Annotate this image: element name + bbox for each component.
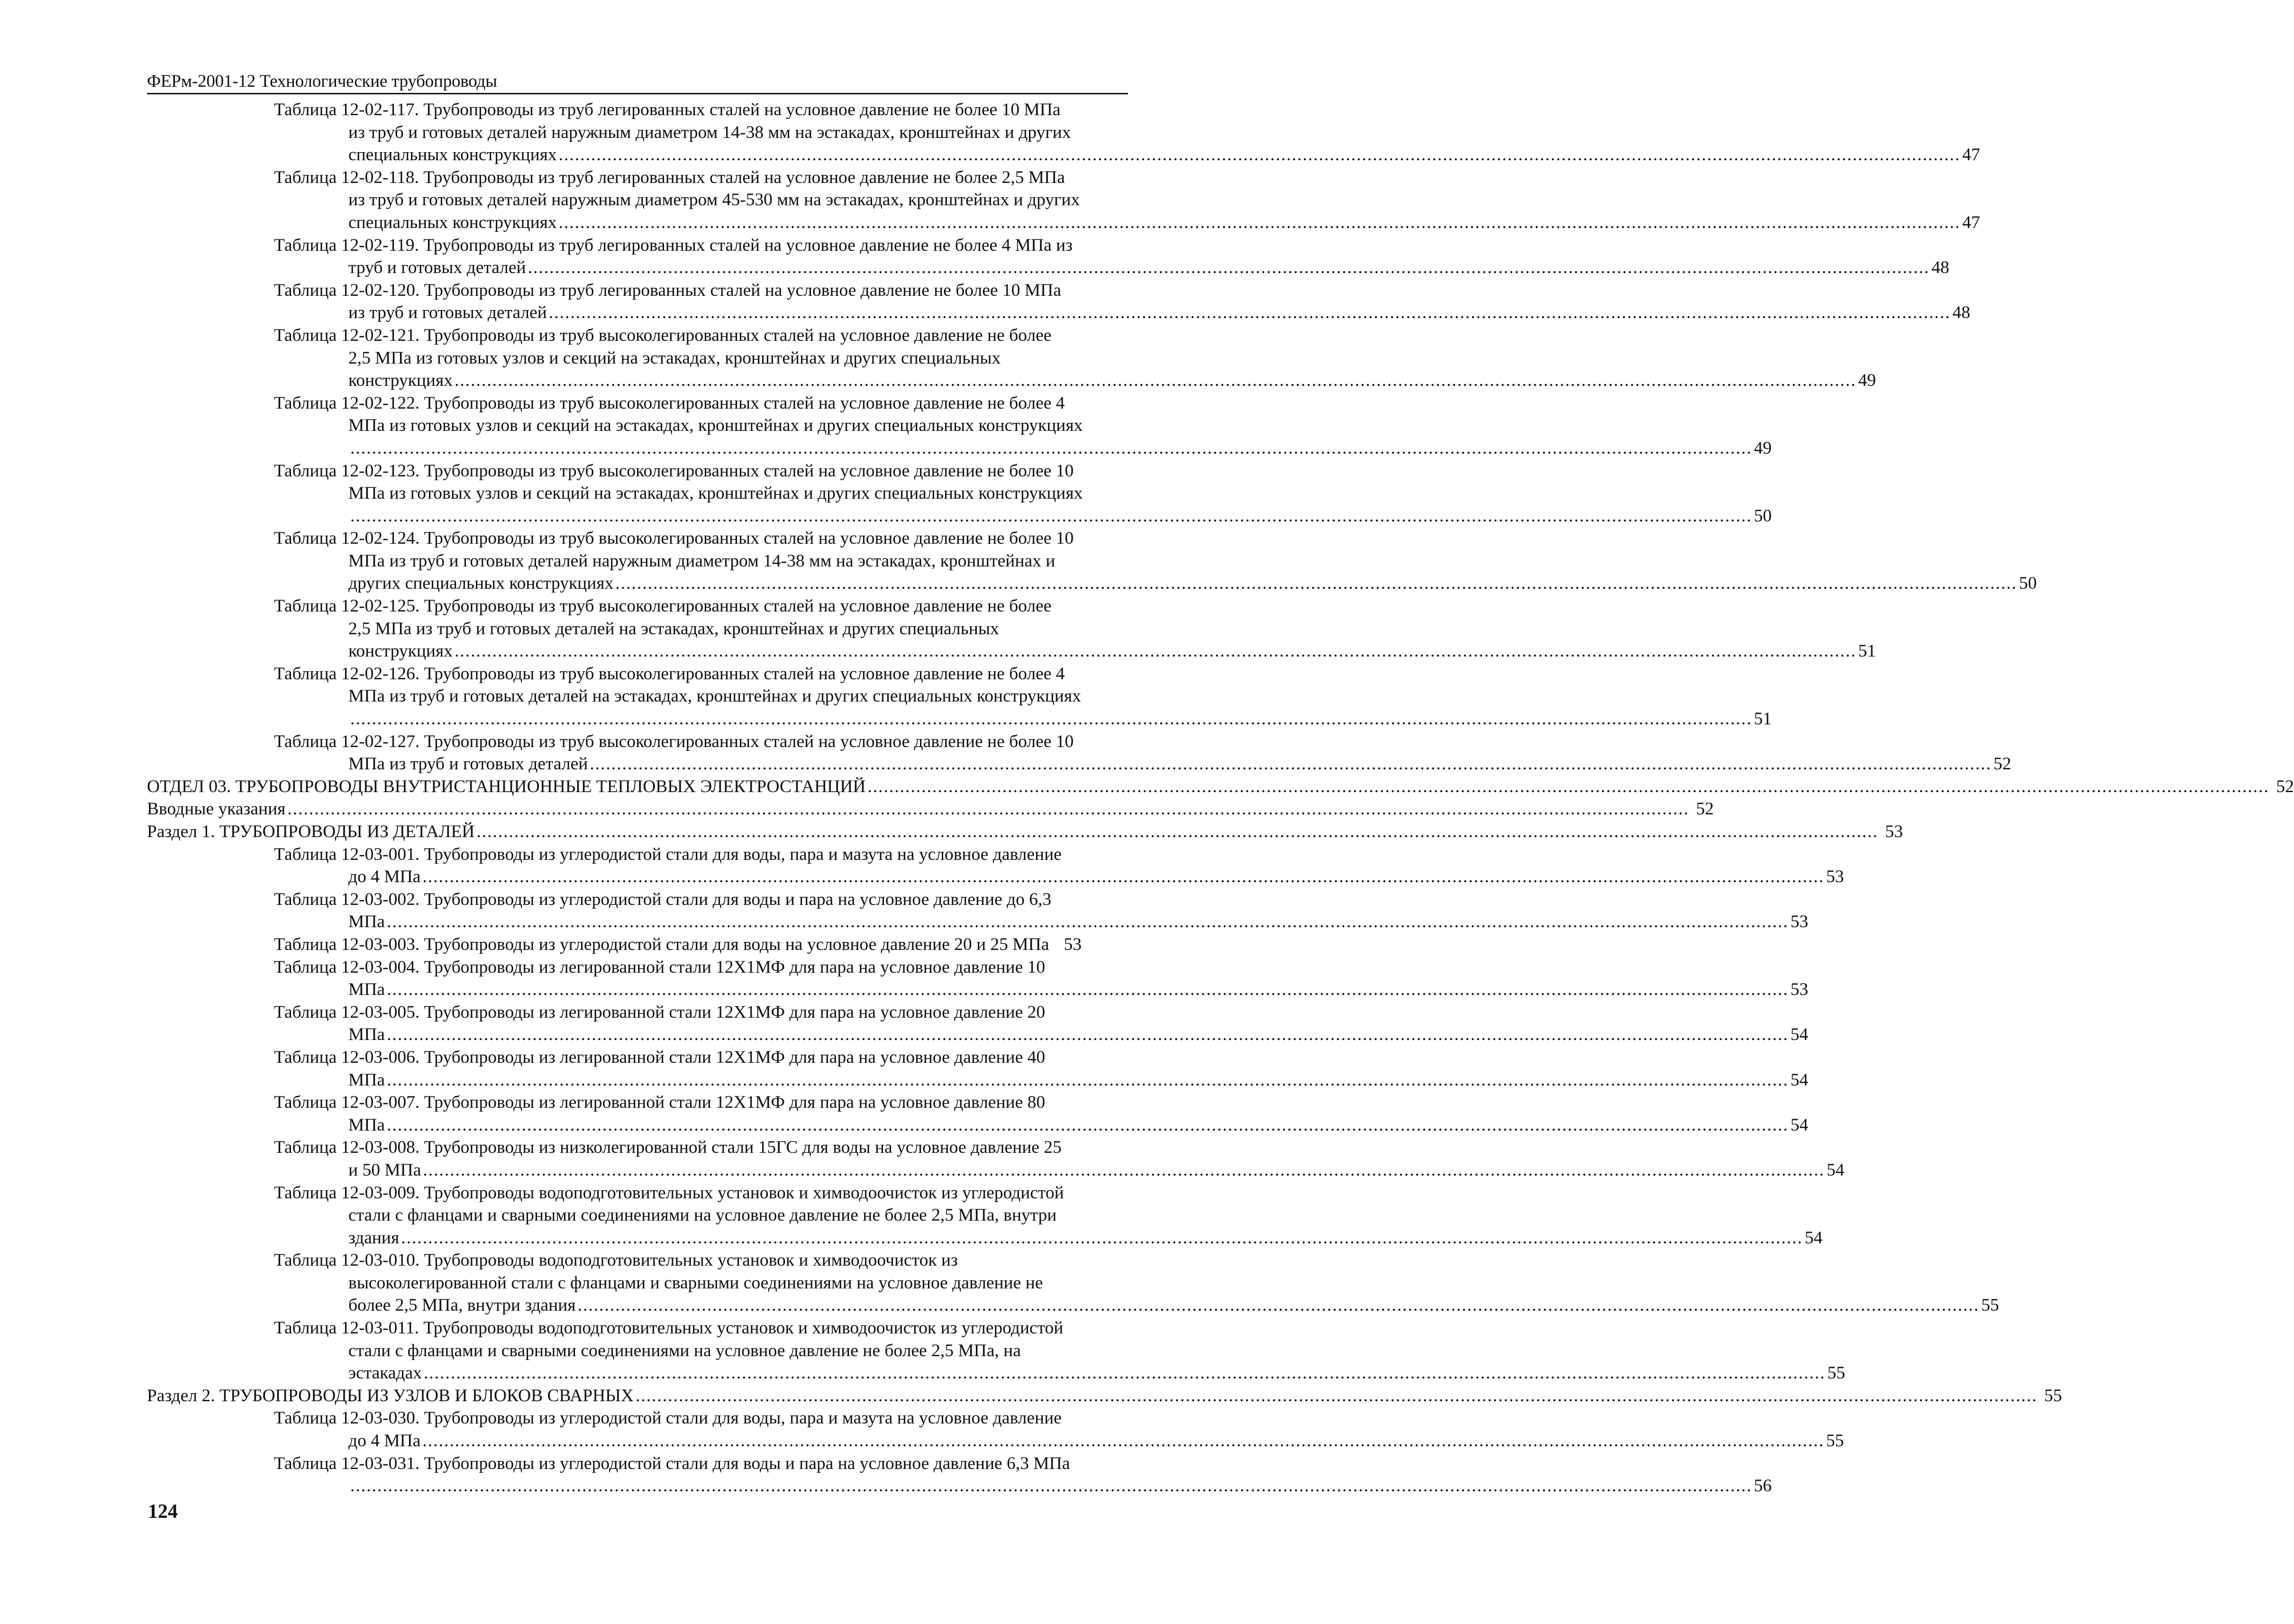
dot-leader xyxy=(590,754,1992,774)
toc-page-number: 54 xyxy=(1790,1115,1809,1135)
toc-table-entry[interactable] xyxy=(147,1001,1809,1046)
dot-leader xyxy=(424,1363,1826,1383)
toc-entry-text: до 4 МПа xyxy=(348,1431,421,1451)
toc-entry-text: из труб и готовых деталей наружным диаметром 14-38 мм на эстакадах, кронштейнах и других xyxy=(348,122,1071,142)
toc-entry-text: Таблица 12-03-008. Трубопроводы из низколегированной стали 15ГС для воды на условное давление 25 xyxy=(274,1138,1062,1158)
dot-leader xyxy=(455,371,1857,390)
dot-leader xyxy=(422,1431,1824,1451)
toc-page-number: 55 xyxy=(2044,1386,2062,1405)
toc-page-number: 52 xyxy=(1696,799,1714,819)
dot-leader xyxy=(615,574,2017,593)
toc-entry-text: МПа из труб и готовых деталей xyxy=(348,754,588,774)
toc-page-number: 47 xyxy=(1962,145,1980,165)
toc-entry-text: ОТДЕЛ 03. ТРУБОПРОВОДЫ ВНУТРИСТАНЦИОННЫЕ ТЕПЛОВЫХ ЭЛЕКТРОСТАНЦИЙ xyxy=(147,776,866,796)
dot-leader xyxy=(455,641,1857,661)
toc-table-entry[interactable] xyxy=(147,730,2012,776)
dot-leader xyxy=(387,1025,1789,1044)
toc-section-entry[interactable] xyxy=(147,798,1714,821)
toc-entry-text: Таблица 12-02-118. Трубопроводы из труб легированных сталей на условное давление не более 2,5 МПа xyxy=(274,167,1065,187)
dot-leader xyxy=(578,1296,1980,1315)
toc-entry-text: Вводные указания xyxy=(147,799,286,819)
toc-entry-text: Таблица 12-02-125. Трубопроводы из труб высоколегированных сталей на условное давление не более xyxy=(274,596,1052,616)
toc-table-entry[interactable] xyxy=(147,1249,1999,1317)
toc-entry-text: 2,5 МПа из готовых узлов и секций на эстакадах, кронштейнах и других специальных xyxy=(348,348,1001,368)
dot-leader xyxy=(387,912,1789,931)
toc-entry-text: Таблица 12-03-030. Трубопроводы из углеродистой стали для воды, пара и мазута на условное давление xyxy=(274,1408,1062,1428)
toc-entry-text: Таблица 12-03-004. Трубопроводы из легированной стали 12Х1МФ для пара на условное давление 10 xyxy=(274,957,1046,977)
table-of-contents xyxy=(147,99,2294,1497)
toc-page-number: 55 xyxy=(1826,1431,1844,1451)
toc-table-entry[interactable] xyxy=(147,279,1970,324)
dot-leader xyxy=(350,438,1752,458)
dot-leader xyxy=(387,1115,1789,1135)
toc-page-number: 56 xyxy=(1754,1476,1772,1496)
toc-entry-text: Таблица 12-02-126. Трубопроводы из труб высоколегированных сталей на условное давление не более 4 xyxy=(274,664,1065,684)
toc-table-entry[interactable] xyxy=(147,527,2037,595)
toc-entry-text: Таблица 12-03-006. Трубопроводы из легированной стали 12Х1МФ для пара на условное давление 40 xyxy=(274,1047,1046,1067)
toc-entry-text: специальных конструкциях xyxy=(348,212,557,232)
toc-table-entry[interactable] xyxy=(147,1452,1772,1497)
toc-table-entry[interactable] xyxy=(147,234,1949,279)
toc-table-entry[interactable] xyxy=(147,460,1772,528)
toc-section-entry[interactable] xyxy=(147,821,1903,843)
toc-entry-text: Таблица 12-03-003. Трубопроводы из углеродистой стали для воды на условное давление 20 и 25 МПа xyxy=(274,934,1049,954)
toc-entry-text: Таблица 12-03-002. Трубопроводы из углеродистой стали для воды и пара на условное давление до 6,3 xyxy=(274,889,1052,909)
toc-page-number: 52 xyxy=(1993,754,2012,774)
toc-page-number: 54 xyxy=(1790,1025,1809,1045)
toc-page-number: 55 xyxy=(1827,1363,1845,1383)
toc-entry-text: Таблица 12-02-117. Трубопроводы из труб легированных сталей на условное давление не более 10 МПа xyxy=(274,100,1061,119)
page-number: 124 xyxy=(148,1501,178,1523)
toc-page-number: 49 xyxy=(1754,438,1772,458)
toc-table-entry[interactable] xyxy=(147,843,1844,888)
toc-entry-text: конструкциях xyxy=(348,371,453,391)
running-header xyxy=(147,71,1128,94)
toc-entry-text: Таблица 12-02-127. Трубопроводы из труб высоколегированных сталей на условное давление не более 10 xyxy=(274,731,1074,751)
toc-entry-text: и 50 МПа xyxy=(348,1160,421,1180)
toc-entry-text: конструкциях xyxy=(348,641,453,661)
document-title: ФЕРм-2001-12 Технологические трубопроводы xyxy=(147,72,497,91)
dot-leader xyxy=(350,1476,1752,1496)
toc-entry-text: Таблица 12-03-007. Трубопроводы из легированной стали 12Х1МФ для пара на условное давление 80 xyxy=(274,1093,1046,1113)
toc-entry-text: Таблица 12-03-005. Трубопроводы из легированной стали 12Х1МФ для пара на условное давление 20 xyxy=(274,1002,1046,1022)
toc-entry-text: здания xyxy=(348,1228,400,1248)
toc-entry-text: более 2,5 МПа, внутри здания xyxy=(348,1296,576,1315)
toc-page-number: 53 xyxy=(1826,867,1844,887)
toc-entry-text: Таблица 12-02-123. Трубопроводы из труб высоколегированных сталей на условное давление не более 10 xyxy=(274,461,1074,481)
toc-entry-text: Таблица 12-02-121. Трубопроводы из труб высоколегированных сталей на условное давление не более xyxy=(274,325,1052,345)
toc-entry-text: стали с фланцами и сварными соединениями на условное давление не более 2,5 МПа, внутри xyxy=(348,1205,1057,1225)
toc-entry-text: 2,5 МПа из труб и готовых деталей на эстакадах, кронштейнах и других специальных xyxy=(348,619,999,639)
toc-page-number: 51 xyxy=(1754,709,1772,729)
toc-table-entry[interactable] xyxy=(147,392,1772,460)
toc-page-number: 53 xyxy=(1790,980,1809,1000)
toc-entry-text: до 4 МПа xyxy=(348,867,421,887)
toc-table-entry[interactable] xyxy=(147,595,1876,663)
toc-entry-text: Таблица 12-03-011. Трубопроводы водоподготовительных установок и химводоочисток из углеродистой xyxy=(274,1318,1064,1338)
toc-entry-text: высоколегированной стали с фланцами и сварными соединениями на условное давление не xyxy=(348,1273,1043,1293)
toc-entry-text: МПа xyxy=(348,912,385,932)
toc-page-number: 55 xyxy=(1981,1296,1999,1315)
toc-page-number: 50 xyxy=(1754,506,1772,526)
toc-entry-text: эстакадах xyxy=(348,1363,422,1383)
toc-page-number: 51 xyxy=(1858,641,1876,661)
dot-leader xyxy=(559,145,1961,164)
toc-table-entry[interactable] xyxy=(147,933,1082,956)
toc-table-entry[interactable] xyxy=(147,1407,1844,1452)
toc-entry-text: МПа xyxy=(348,1070,385,1090)
toc-entry-text: Таблица 12-02-119. Трубопроводы из труб легированных сталей на условное давление не более 4 МПа из xyxy=(274,235,1073,255)
toc-table-entry[interactable] xyxy=(147,99,1980,166)
dot-leader xyxy=(350,506,1752,526)
toc-table-entry[interactable] xyxy=(147,1317,1845,1385)
toc-table-entry[interactable] xyxy=(147,1182,1823,1250)
dot-leader xyxy=(636,1385,2038,1407)
dot-leader xyxy=(387,1070,1789,1090)
toc-entry-text: МПа из готовых узлов и секций на эстакадах, кронштейнах и других специальных конструкциях xyxy=(348,484,1083,503)
toc-page-number: 53 xyxy=(1064,934,1082,954)
dot-leader xyxy=(867,776,2269,798)
toc-page-number: 53 xyxy=(1885,822,1903,841)
toc-entry-text: из труб и готовых деталей xyxy=(348,303,547,323)
toc-page-number: 54 xyxy=(1790,1070,1809,1090)
dot-leader xyxy=(423,1160,1825,1180)
toc-entry-text: МПа xyxy=(348,1115,385,1135)
toc-page-number: 52 xyxy=(2276,776,2294,796)
toc-entry-text: Раздел 2. ТРУБОПРОВОДЫ ИЗ УЗЛОВ И БЛОКОВ СВАРНЫХ xyxy=(147,1386,634,1405)
toc-entry-text: Таблица 12-03-010. Трубопроводы водоподготовительных установок и химводоочисток из xyxy=(274,1250,958,1270)
toc-entry-text: из труб и готовых деталей наружным диаметром 45-530 мм на эстакадах, кронштейнах и других xyxy=(348,190,1080,210)
dot-leader xyxy=(549,303,1951,322)
toc-table-entry[interactable] xyxy=(147,956,1809,1001)
toc-table-entry[interactable] xyxy=(147,1091,1809,1136)
toc-entry-text: МПа из труб и готовых деталей на эстакадах, кронштейнах и других специальных конструкциях xyxy=(348,686,1081,706)
toc-page-number: 48 xyxy=(1931,258,1949,278)
dot-leader xyxy=(350,709,1752,729)
toc-entry-text: Таблица 12-02-122. Трубопроводы из труб высоколегированных сталей на условное давление не более 4 xyxy=(274,393,1065,413)
toc-entry-text: Раздел 1. ТРУБОПРОВОДЫ ИЗ ДЕТАЛЕЙ xyxy=(147,822,475,841)
toc-page-number: 49 xyxy=(1858,371,1876,391)
toc-entry-text: Таблица 12-03-009. Трубопроводы водоподготовительных установок и химводоочисток из углеродистой xyxy=(274,1183,1064,1203)
dot-leader xyxy=(476,821,1878,843)
toc-entry-text: стали с фланцами и сварными соединениями на условное давление не более 2,5 МПа, на xyxy=(348,1341,1021,1360)
toc-table-entry[interactable] xyxy=(147,1136,1845,1181)
toc-section-entry[interactable] xyxy=(147,1385,2062,1407)
toc-entry-text: Таблица 12-02-124. Трубопроводы из труб высоколегированных сталей на условное давление не более 10 xyxy=(274,529,1074,548)
toc-entry-text: МПа xyxy=(348,980,385,1000)
toc-page-number: 53 xyxy=(1790,912,1809,932)
toc-page-number: 47 xyxy=(1962,212,1980,232)
toc-table-entry[interactable] xyxy=(147,888,1809,933)
toc-entry-text: труб и готовых деталей xyxy=(348,258,526,278)
toc-entry-text: специальных конструкциях xyxy=(348,145,557,165)
toc-entry-text: МПа из труб и готовых деталей наружным диаметром 14-38 мм на эстакадах, кронштейнах и xyxy=(348,551,1056,571)
toc-page-number: 54 xyxy=(1826,1160,1845,1180)
toc-table-entry[interactable] xyxy=(147,663,1772,730)
dot-leader xyxy=(528,258,1930,277)
toc-entry-text: Таблица 12-02-120. Трубопроводы из труб легированных сталей на условное давление не более 10 МПа xyxy=(274,280,1061,300)
toc-entry-text: МПа из готовых узлов и секций на эстакадах, кронштейнах и других специальных конструкциях xyxy=(348,416,1083,436)
toc-entry-text: других специальных конструкциях xyxy=(348,574,614,593)
dot-leader xyxy=(387,980,1789,999)
toc-entry-text: Таблица 12-03-031. Трубопроводы из углеродистой стали для воды и пара на условное давление 6,3 МПа xyxy=(274,1453,1070,1473)
toc-entry-text: МПа xyxy=(348,1025,385,1045)
toc-page-number: 50 xyxy=(2019,574,2037,593)
toc-table-entry[interactable] xyxy=(147,324,1876,392)
dot-leader xyxy=(559,213,1961,232)
dot-leader xyxy=(401,1228,1803,1248)
dot-leader xyxy=(287,798,1689,821)
toc-page-number: 48 xyxy=(1952,303,1970,323)
toc-section-entry[interactable] xyxy=(147,776,2294,798)
toc-table-entry[interactable] xyxy=(147,1046,1809,1091)
toc-table-entry[interactable] xyxy=(147,166,1980,234)
toc-entry-text: Таблица 12-03-001. Трубопроводы из углеродистой стали для воды, пара и мазута на условное давление xyxy=(274,844,1062,864)
toc-page-number: 54 xyxy=(1804,1228,1823,1248)
dot-leader xyxy=(422,867,1824,886)
